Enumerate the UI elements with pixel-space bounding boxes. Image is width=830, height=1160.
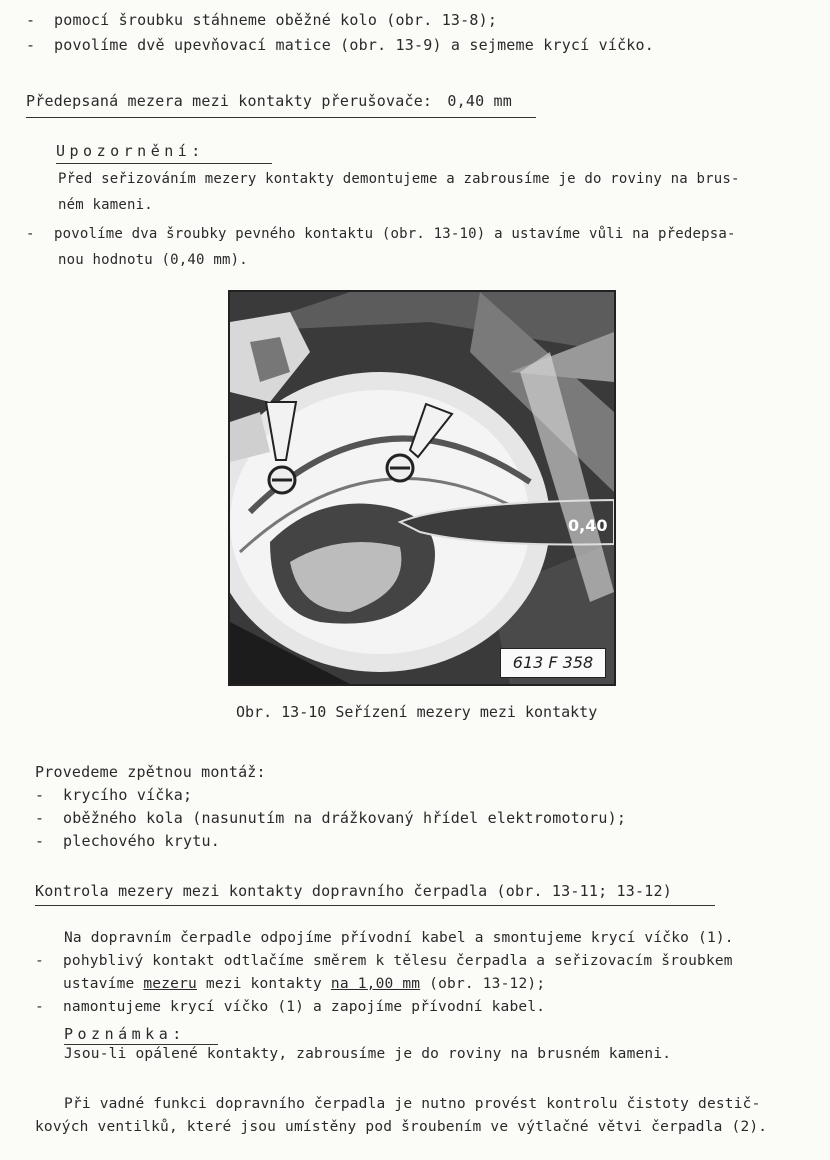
contact-adjustment-photo xyxy=(228,290,616,686)
notice-title: Upozornění: xyxy=(56,142,205,160)
gap-value: 0,40 mm xyxy=(447,92,513,110)
section2-step-2: - namontujeme krycí víčko (1) a zapojíme přívodní kabel. xyxy=(35,999,546,1015)
gauge-label: 0,40 xyxy=(568,516,608,535)
photo-illustration xyxy=(230,292,614,684)
intro-step-1: - pomocí šroubku stáhneme oběžné kolo (obr. 13-8); xyxy=(26,11,498,29)
section1-heading: Předepsaná mezera mezi kontakty přerušovače: 0,40 mm xyxy=(26,92,513,110)
underlined-gap: mezeru xyxy=(143,976,197,992)
section2-underline xyxy=(35,905,715,906)
notice-line-1: Před seřizováním mezery kontakty demontujeme a zabrousíme je do roviny na brus- xyxy=(58,171,740,187)
section1-underline xyxy=(26,117,536,118)
figure-caption: Obr. 13-10 Seřízení mezery mezi kontakty xyxy=(236,703,598,721)
underlined-value: na 1,00 mm xyxy=(330,976,421,992)
reassembly-item-2: - oběžného kola (nasunutím na drážkovaný hřídel elektromotoru); xyxy=(35,809,627,827)
notice-line-2: ném kameni. xyxy=(58,197,153,213)
section2-line-1: Na dopravním čerpadle odpojíme přívodní kabel a smontujeme krycí víčko (1). xyxy=(64,930,734,946)
notice-underline xyxy=(56,163,272,164)
section2-step-1: - pohyblivý kontakt odtlačíme směrem k tělesu čerpadla a seřizovacím šroubkem xyxy=(35,953,733,969)
final-line-1: Při vadné funkci dopravního čerpadla je nutno provést kontrolu čistoty destič- xyxy=(64,1096,761,1112)
reassembly-intro: Provedeme zpětnou montáž: xyxy=(35,763,266,781)
section1-step-cont: nou hodnotu (0,40 mm). xyxy=(58,252,248,268)
intro-step-2: - povolíme dvě upevňovací matice (obr. 13-9) a sejmeme krycí víčko. xyxy=(26,36,654,54)
note-underline xyxy=(64,1044,218,1045)
reassembly-item-1: - krycího víčka; xyxy=(35,786,193,804)
note-title: Poznámka: xyxy=(64,1025,186,1043)
figure-code-label: 613 F 358 xyxy=(500,648,606,678)
final-line-2: kových ventilků, které jsou umístěny pod šroubením ve výtlačné větvi čerpadla (2). xyxy=(35,1119,768,1135)
section1-step: - povolíme dva šroubky pevného kontaktu (obr. 13-10) a ustavíme vůli na předepsa- xyxy=(26,226,736,242)
note-text: Jsou-li opálené kontakty, zabrousíme je do roviny na brusném kameni. xyxy=(64,1046,672,1062)
section2-step-1-cont: ustavíme mezeru mezi kontakty na 1,00 mm (obr. 13-12); xyxy=(63,976,546,992)
section2-heading: Kontrola mezery mezi kontakty dopravního čerpadla (obr. 13-11; 13-12) xyxy=(35,882,672,900)
reassembly-item-3: - plechového krytu. xyxy=(35,832,220,850)
